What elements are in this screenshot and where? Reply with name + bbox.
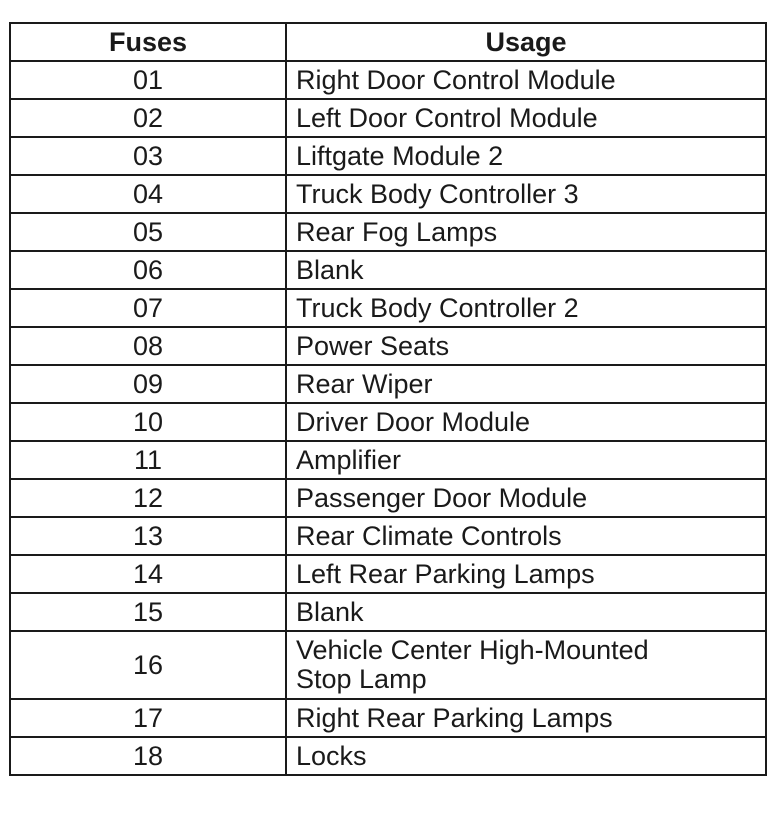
usage-text: Passenger Door Module <box>296 482 588 513</box>
table-row <box>10 365 766 403</box>
usage-text: Power Seats <box>296 330 450 361</box>
table-row <box>10 289 766 327</box>
table-row <box>10 737 766 775</box>
table-row <box>10 137 766 175</box>
fuse-number-cell: 02 <box>10 99 286 137</box>
fuse-number-cell: 01 <box>10 61 286 99</box>
usage-text: Liftgate Module 2 <box>296 140 504 171</box>
table-row <box>10 441 766 479</box>
usage-cell <box>286 403 766 441</box>
fuse-number-cell: 14 <box>10 555 286 593</box>
fuse-number-cell: 10 <box>10 403 286 441</box>
usage-cell <box>286 737 766 775</box>
usage-text: Left Rear Parking Lamps <box>296 558 595 589</box>
fuse-number-cell: 16 <box>10 631 286 699</box>
fuse-number-cell: 12 <box>10 479 286 517</box>
usage-text: Left Door Control Module <box>296 102 598 133</box>
usage-cell <box>286 699 766 737</box>
table-row <box>10 631 766 699</box>
table-row <box>10 61 766 99</box>
table-row <box>10 327 766 365</box>
usage-cell <box>286 251 766 289</box>
usage-cell <box>286 175 766 213</box>
table-row <box>10 593 766 631</box>
usage-text: Truck Body Controller 3 <box>296 178 579 209</box>
usage-text: Rear Fog Lamps <box>296 216 498 247</box>
usage-text: Right Door Control Module <box>296 64 616 95</box>
usage-text: Truck Body Controller 2 <box>296 292 579 323</box>
fuse-usage-table <box>9 22 767 776</box>
fuse-number-cell: 18 <box>10 737 286 775</box>
fuse-number-cell: 07 <box>10 289 286 327</box>
usage-cell <box>286 517 766 555</box>
usage-text: Blank <box>296 596 364 627</box>
usage-cell <box>286 137 766 175</box>
usage-cell <box>286 555 766 593</box>
fuses-column-header: Fuses <box>10 23 286 61</box>
usage-cell <box>286 327 766 365</box>
fuse-number-cell: 06 <box>10 251 286 289</box>
usage-text: Rear Wiper <box>296 368 433 399</box>
table-row <box>10 517 766 555</box>
usage-cell <box>286 99 766 137</box>
usage-text: Amplifier <box>296 444 402 475</box>
table-row <box>10 699 766 737</box>
fuse-number-cell: 04 <box>10 175 286 213</box>
usage-cell <box>286 289 766 327</box>
usage-cell <box>286 213 766 251</box>
table-row <box>10 175 766 213</box>
fuse-number-cell: 17 <box>10 699 286 737</box>
usage-cell <box>286 61 766 99</box>
usage-text: Blank <box>296 254 364 285</box>
table-row <box>10 213 766 251</box>
fuse-number-cell: 15 <box>10 593 286 631</box>
usage-text: Locks <box>296 740 367 771</box>
fuse-number-cell: 05 <box>10 213 286 251</box>
fuse-number-cell: 13 <box>10 517 286 555</box>
usage-text: Right Rear Parking Lamps <box>296 702 613 733</box>
table-row <box>10 479 766 517</box>
usage-text: Rear Climate Controls <box>296 520 562 551</box>
fuse-number-cell: 09 <box>10 365 286 403</box>
usage-text: Driver Door Module <box>296 406 531 437</box>
fuse-number-cell: 03 <box>10 137 286 175</box>
fuse-number-cell: 08 <box>10 327 286 365</box>
table-row <box>10 403 766 441</box>
header-row <box>10 23 766 61</box>
table-body <box>10 61 766 775</box>
table-header <box>10 23 766 61</box>
usage-column-header: Usage <box>286 23 766 61</box>
table-row <box>10 99 766 137</box>
usage-cell <box>286 593 766 631</box>
usage-text: Vehicle Center High-Mounted Stop Lamp <box>296 635 649 694</box>
usage-cell <box>286 365 766 403</box>
usage-cell <box>286 441 766 479</box>
usage-cell <box>286 631 766 699</box>
usage-cell <box>286 479 766 517</box>
table-row <box>10 555 766 593</box>
table-row <box>10 251 766 289</box>
fuse-number-cell: 11 <box>10 441 286 479</box>
